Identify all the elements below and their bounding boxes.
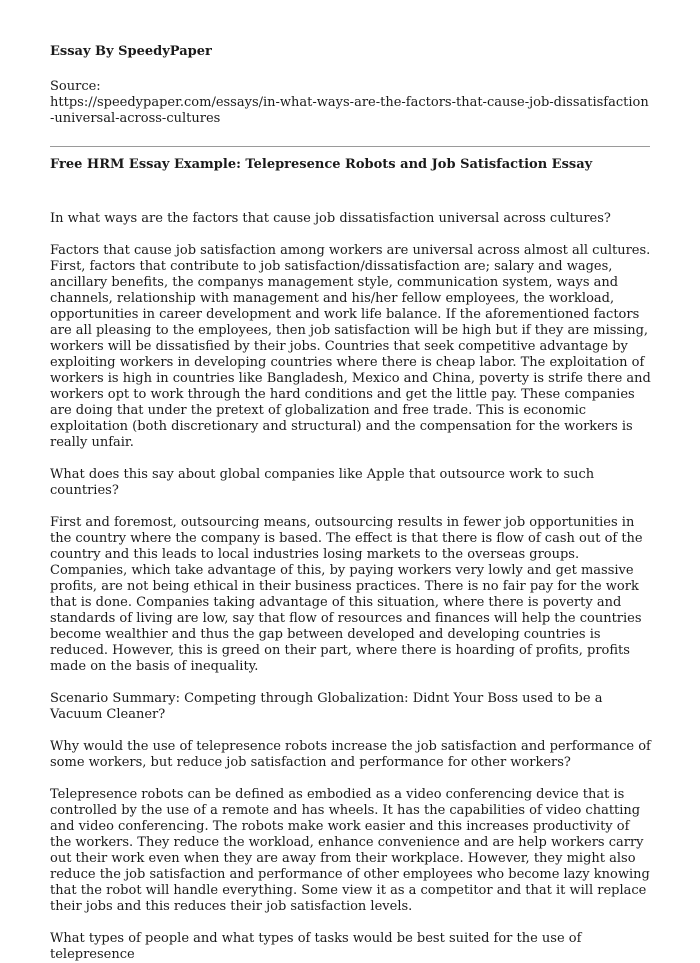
essay-question-3: Why would the use of telepresence robots increase the job satisfaction and performance of some workers, but reduce job satisfaction and performance for other workers?: [50, 739, 651, 770]
document-header-title: Essay By SpeedyPaper: [50, 44, 212, 59]
essay-question-1: In what ways are the factors that cause job dissatisfaction universal across cultures?: [50, 211, 611, 226]
essay-body: [50, 211, 652, 963]
essay-question-2: What does this say about global companies like Apple that outsource work to such countries?: [50, 467, 595, 498]
essay-title: Free HRM Essay Example: Telepresence Robots and Job Satisfaction Essay: [50, 157, 593, 172]
essay-paragraph-2: First and foremost, outsourcing means, outsourcing results in fewer job opportunities in the country where the company is based. The effect is that there is flow of cash out of the country and this leads to local industries losing markets to the overseas groups. Companies, which take advantage of this, by paying workers very lowly and get massive profits, are not being ethical in their business practices. There is no fair pay for the work that is done. Companies taking advantage of this situation, where there is poverty and standards of living are low, say that flow of resources and finances will help the countries become wealthier and thus the gap between developed and developing countries is reduced. However, this is greed on their part, where there is hoarding of profits, profits made on the basis of inequality.: [50, 515, 643, 674]
essay-paragraph-3: Telepresence robots can be defined as embodied as a video conferencing device that is controlled by the use of a remote and has wheels. It has the capabilities of video chatting and video conferencing. The robots make work easier and this increases productivity of the workers. They reduce the workload, enhance convenience and are help workers carry out their work even when they are away from their workplace. However, they might also reduce the job satisfaction and performance of other employees who become lazy knowing that the robot will handle everything. Some view it as a competitor and that it will replace their jobs and this reduces their job satisfaction levels.: [50, 787, 650, 914]
header-divider: [50, 146, 650, 147]
source-label: Source:: [50, 79, 101, 94]
essay-paragraph-1: Factors that cause job satisfaction among workers are universal across almost all cultures. First, factors that contribute to job satisfaction/dissatisfaction are; salary and wages, ancillary benefits, the companys management style, communication system, ways and channels, relationship with management and his/her fellow employees, the workload, opportunities in career development and work life balance. If the aforementioned factors are all pleasing to the employees, then job satisfaction will be high but if they are missing, workers will be dissatisfied by their jobs. Countries that seek competitive advantage by exploiting workers in developing countries where there is cheap labor. The exploitation of workers is high in countries like Bangladesh, Mexico and China, poverty is strife there and workers opt to work through the hard conditions and get the little pay. These companies are doing that under the pretext of globalization and free trade. This is economic exploitation (both discretionary and structural) and the compensation for the workers is really unfair.: [50, 243, 651, 450]
source-url[interactable]: https://speedypaper.com/essays/in-what-ways-are-the-factors-that-cause-job-dissatisfaction-universal-across-cultures: [50, 95, 649, 126]
essay-question-4: What types of people and what types of tasks would be best suited for the use of telepresence: [50, 931, 582, 962]
scenario-summary: Scenario Summary: Competing through Globalization: Didnt Your Boss used to be a Vacuum Cleaner?: [50, 691, 603, 722]
